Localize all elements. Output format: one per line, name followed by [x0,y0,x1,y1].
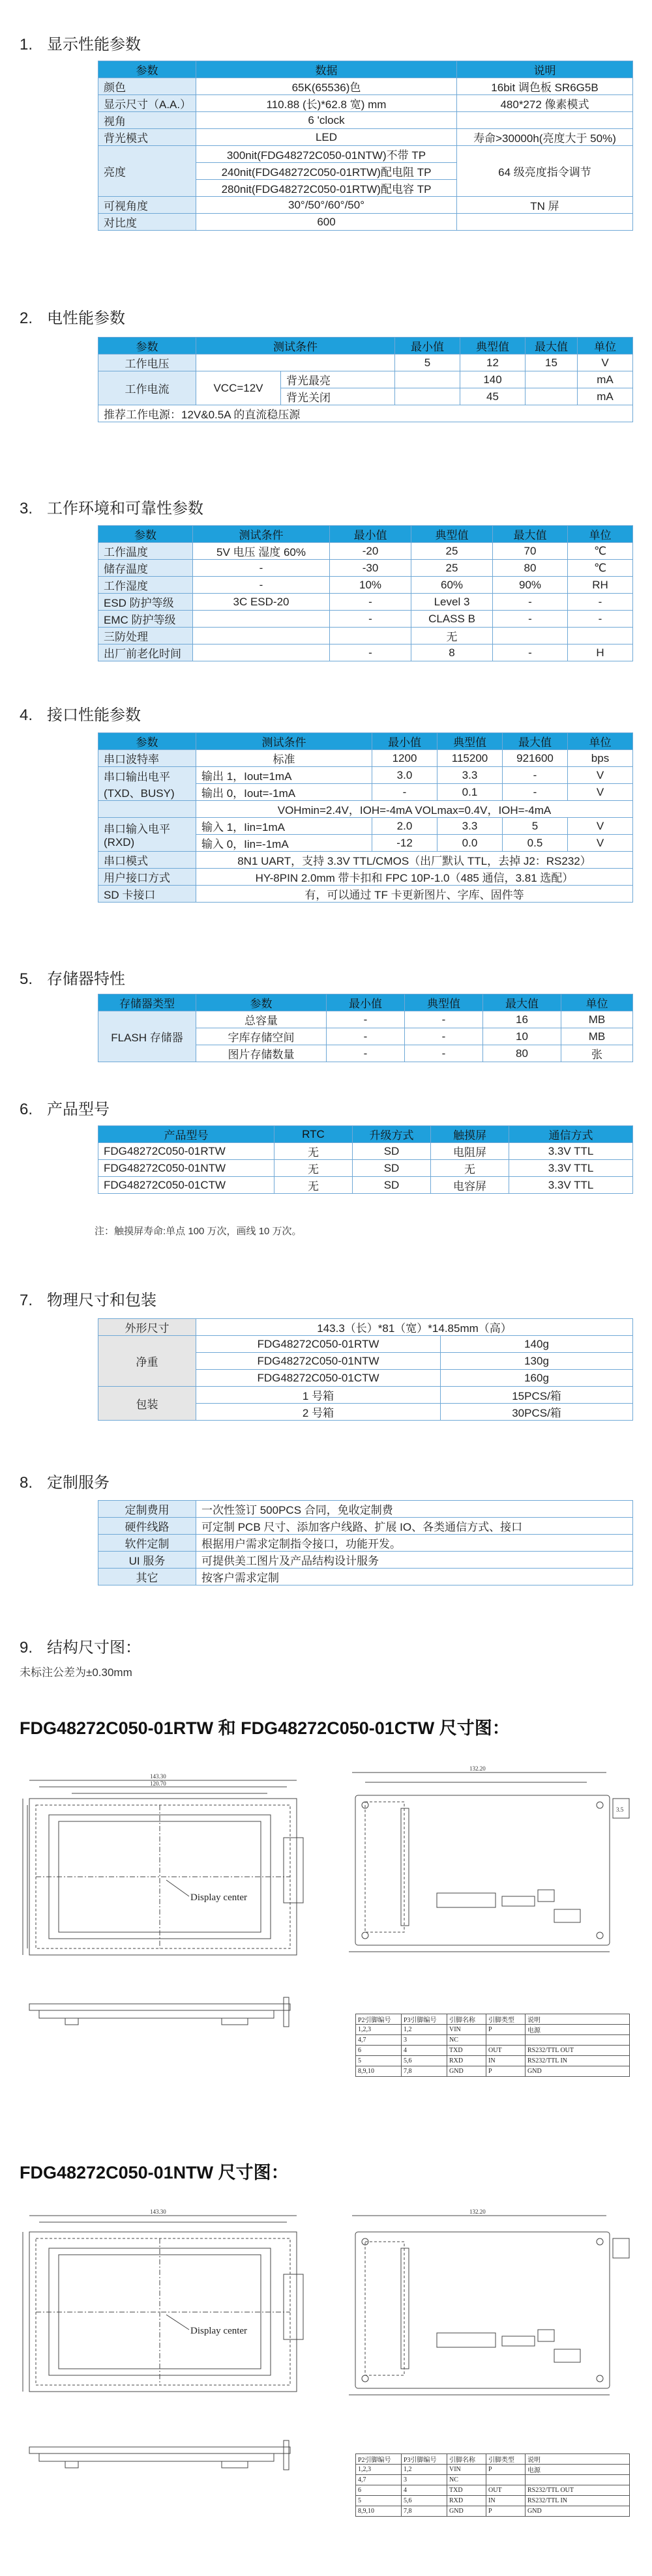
section-7-title: 7. 物理尺寸和包装 [20,1292,156,1309]
memory-spec-table: 存储器类型 参数 最小值 典型值 最大值 单位 FLASH 存储器 总容量 - - 16 MB 字库存储空间 - - 10 MB 图片存储数量 - - 80 张 [98,994,633,1062]
table-row: 硬件线路 可定制 PCB 尺寸、添加客户线路、扩展 IO、各类通信方式、接口 [98,1518,633,1535]
section-8-title: 8. 定制服务 [20,1474,110,1492]
section-3-title: 3. 工作环境和可靠性参数 [20,500,203,517]
dim-label: 120.70 [150,1780,166,1787]
touch-note: 注：触摸屏寿命:单点 100 万次，画线 10 万次。 [95,1226,302,1237]
section-9-title: 9. 结构尺寸图： [20,1639,141,1657]
section-5-title: 5. 存储器特性 [20,970,125,988]
environment-spec-table: 参数 测试条件 最小值 典型值 最大值 单位 工作温度 5V 电压 湿度 60% -20 25 70 ℃ 储存温度 - -30 25 80 ℃ 工作湿度 - 10% 60% 90% RH ESD 防护等级 3C ESD-20 - Level 3 - - EMC 防护等级 - CLASS B - - 三防处理 无 出厂前老化时间 - 8 - H [98,525,633,661]
section-6-title: 6. 产品型号 [20,1101,110,1118]
table-row: 工作湿度 - 10% 60% 90% RH [98,577,633,594]
drawing2-back-view [339,2206,639,2401]
display-center-label: Display center [190,1892,248,1903]
dim-label: 132.20 [469,2208,486,2215]
table-row: 4,7 3 NC [356,2475,630,2485]
table-row: 三防处理 无 [98,628,633,644]
section-4-title: 4. 接口性能参数 [20,706,141,724]
table-row: 软件定制 根据用户需求定制指令接口，功能开发。 [98,1535,633,1552]
table-row: 其它 按客户需求定制 [98,1569,633,1585]
drawing2-title: FDG48272C050-01NTW 尺寸图： [20,2163,289,2182]
drawing2-side-view [26,2434,300,2473]
dim-label: 143.30 [150,2208,166,2215]
table-row: 1,2,3 1,2 VIN P 电源 [356,2025,630,2035]
table-row: 8,9,10 7,8 GND P GND [356,2066,630,2077]
interface-spec-table: 参数 测试条件 最小值 典型值 最大值 单位 串口波特率 标准 1200 115200 921600 bps 串口输出电平 (TXD、BUSY) 输出 1，Iout=1mA 3.0 3.3 - V 输出 0，Iout=-1mA - 0.1 - V VOHmin=2.4V，IOH=-4mA VOLmax=0.4V，IOH=-4mA 串口输入电平 (RXD) 输入 1，Iin=1mA 2.0 3.3 5 V 输入 0，Iin=-1mA -12 0.0 0.5 V 串口模式 8N1 UART，支持 3.3V TTL/CMOS（出厂默认 TTL，去掉 J2：RS232） 用户接口方式 HY-8PIN 2.0mm 带卡扣和 FPC 10P-1.0（485 通信，3.81 选配） SD 卡接口 有，可以通过 TF 卡更新图片、字库、固件等 [98,732,633,903]
table-row: 工作温度 5V 电压 湿度 60% -20 25 70 ℃ [98,543,633,560]
electrical-spec-table: 参数 测试条件 最小值 典型值 最大值 单位 工作电压 5 12 15 V 工作电流 VCC=12V 背光最亮 140 mA 背光关闭 45 mA 推荐工作电源：12V&0.5A 的直流稳压源 [98,337,633,422]
dim-label: 132.20 [469,1765,486,1772]
table-row: 出厂前老化时间 - 8 - H [98,644,633,661]
table-row: ESD 防护等级 3C ESD-20 - Level 3 - - [98,594,633,611]
table-row: 6 4 TXD OUT RS232/TTL OUT [356,2485,630,2496]
tolerance-note: 未标注公差为±0.30mm [20,1666,132,1679]
table-row: 1,2,3 1,2 VIN P 电源 [356,2465,630,2475]
drawing1-side-view [26,1991,300,2030]
table-row: EMC 防护等级 - CLASS B - - [98,611,633,628]
drawing2-pin-table [355,2453,630,2517]
table-row: UI 服务 可提供美工图片及产品结构设计服务 [98,1552,633,1569]
drawing1-back-view [339,1763,639,1958]
drawing1-front-view [20,1766,306,1961]
table-header-row: P2引脚编号 P3引脚编号 引脚名称 引脚类型 说明 [356,2014,630,2025]
physical-table: 外形尺寸 143.3（长）*81（宽）*14.85mm（高） 净重 FDG48272C050-01RTW 140g FDG48272C050-01NTW 130g FDG48272C050-01CTW 160g 包装 1 号箱 15PCS/箱 2 号箱 30PCS/箱 [98,1318,633,1421]
dim-label: 143.30 [150,1773,166,1780]
table-row: 5 5,6 RXD IN RS232/TTL IN [356,2056,630,2066]
drawing1-title: FDG48272C050-01RTW 和 FDG48272C050-01CTW 尺寸图： [20,1718,510,1738]
section-1-title: 1. 显示性能参数 [20,36,141,53]
drawing1-pin-table [355,2014,630,2077]
display-center-label: Display center [190,2326,248,2336]
table-row: 定制费用 一次性签订 500PCS 合同，免收定制费 [98,1501,633,1518]
table-row: 8,9,10 7,8 GND P GND [356,2506,630,2517]
drawing2-front-view [20,2203,306,2398]
model-table: 产品型号 RTC 升级方式 触摸屏 通信方式 FDG48272C050-01RTW 无 SD 电阻屏 3.3V TTL FDG48272C050-01NTW 无 SD 无 3.3V TTL FDG48272C050-01CTW 无 SD 电容屏 3.3V TTL [98,1125,633,1194]
table-row: 6 4 TXD OUT RS232/TTL OUT [356,2046,630,2056]
table-row: 5 5,6 RXD IN RS232/TTL IN [356,2496,630,2506]
table-row: 4,7 3 NC [356,2035,630,2046]
section-2-title: 2. 电性能参数 [20,310,125,327]
dim-label: 3.5 [616,1806,624,1813]
table-row: 储存温度 - -30 25 80 ℃ [98,560,633,577]
display-spec-table: 参数 数据 说明 颜色 65K(65536)色 16bit 调色板 SR6G5B 显示尺寸（A.A.） 110.88 (长)*62.8 宽) mm 480*272 像素模式 视角 6 'clock 背光模式 LED 寿命>30000h(亮度大于 50%) 亮度 300nit(FDG48272C050-01NTW)不带 TP 64 级亮度指令调节 240nit(FDG48272C050-01RTW)配电阻 TP 280nit(FDG48272C050-01RTW)配电容 TP 可视角度 30°/50°/60°/50° TN 屏 对比度 600 [98,61,633,231]
custom-service-table [98,1500,633,1585]
table-header-row: P2引脚编号 P3引脚编号 引脚名称 引脚类型 说明 [356,2454,630,2465]
